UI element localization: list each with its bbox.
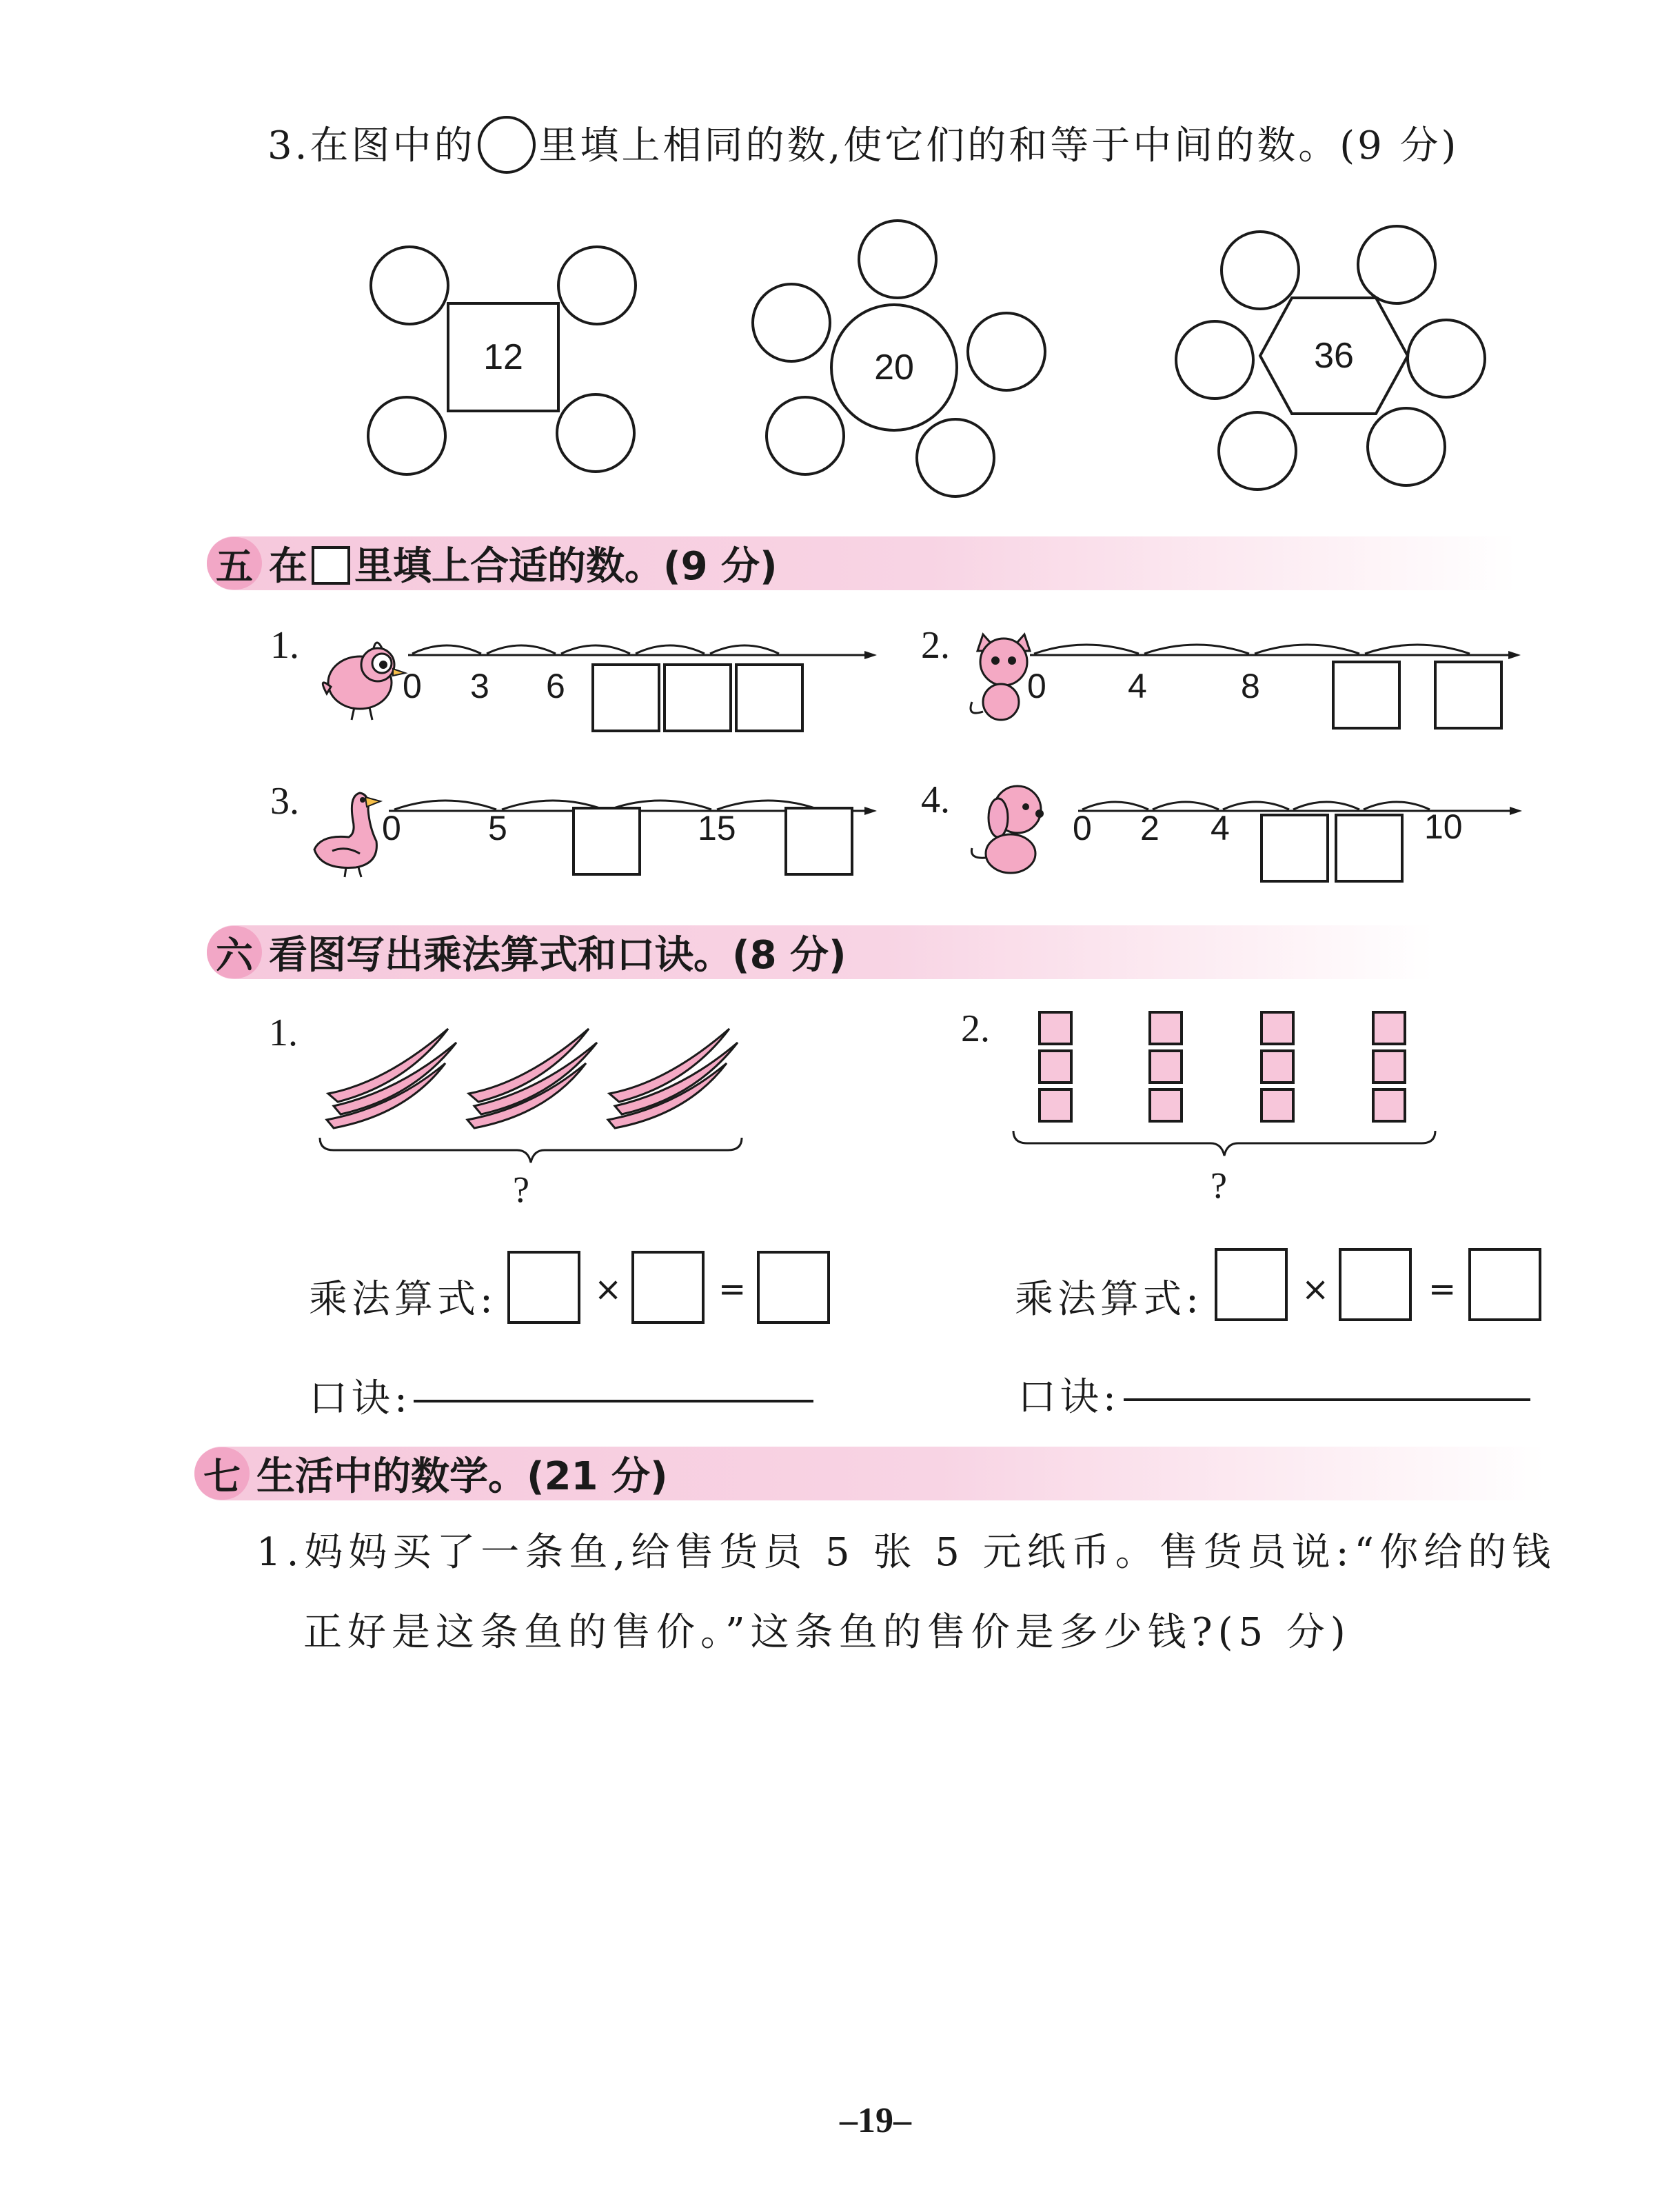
section5-number: 五 <box>207 537 262 590</box>
pink-square <box>1038 1088 1073 1123</box>
pink-square <box>1260 1011 1295 1045</box>
pink-square <box>1148 1011 1183 1045</box>
tick-label: 3 <box>470 667 489 705</box>
answer-box[interactable] <box>507 1251 580 1324</box>
bean-bunch <box>467 1029 597 1128</box>
pink-square <box>1372 1049 1406 1084</box>
blank-box-symbol <box>312 546 350 585</box>
section7-number: 七 <box>194 1447 250 1500</box>
answer-circle[interactable] <box>858 219 938 299</box>
answer-circle[interactable] <box>765 396 845 476</box>
equals-sign: = <box>1428 1270 1457 1309</box>
s5-item2-label: 2. <box>921 624 950 667</box>
q3-text-after: 里填上相同的数,使它们的和等于中间的数。(9 分) <box>538 123 1459 168</box>
answer-box[interactable] <box>1434 661 1503 730</box>
q3-title <box>267 116 1459 174</box>
dog-icon <box>962 782 1059 878</box>
question-mark: ? <box>1211 1165 1227 1206</box>
s5-item1-label: 1. <box>270 624 299 667</box>
s5-item3-label: 3. <box>270 780 299 823</box>
times-sign: × <box>1302 1270 1330 1309</box>
goose-icon <box>307 782 390 878</box>
s7-question-line2: 正好是这条鱼的售价。”这条鱼的售价是多少钱?(5 分) <box>303 1610 1351 1655</box>
s5-item4-label: 4. <box>921 778 950 821</box>
answer-box[interactable] <box>735 663 804 732</box>
answer-box[interactable] <box>1468 1248 1541 1321</box>
answer-box[interactable] <box>1335 814 1404 883</box>
times-sign: × <box>594 1270 622 1309</box>
answer-box[interactable] <box>757 1251 830 1324</box>
center-square: 12 <box>447 302 560 412</box>
pink-square <box>1372 1088 1406 1123</box>
section7-title: 生活中的数学。(21 分) <box>256 1454 668 1499</box>
section6-number: 六 <box>207 926 262 978</box>
formula-label: 乘法算式: <box>309 1277 497 1322</box>
question-mark: ? <box>513 1169 529 1210</box>
tick-label: 15 <box>698 809 736 847</box>
tick-label: 8 <box>1241 667 1260 705</box>
tick-label: 6 <box>546 667 565 705</box>
answer-box[interactable] <box>784 807 853 876</box>
answer-box[interactable] <box>1215 1248 1288 1321</box>
blank-circle-symbol <box>478 116 536 174</box>
tick-label: 0 <box>403 667 422 705</box>
tick-label: 2 <box>1140 809 1159 847</box>
tick-label: 0 <box>382 809 401 847</box>
answer-box[interactable] <box>1260 814 1329 883</box>
answer-box[interactable] <box>572 807 641 876</box>
answer-circle[interactable] <box>1217 411 1297 491</box>
koujue-label: 口诀: <box>309 1376 412 1421</box>
bird-icon <box>310 627 407 724</box>
equals-sign: = <box>718 1270 747 1309</box>
brace <box>317 1135 745 1169</box>
s6-item1-label: 1. <box>269 1012 298 1054</box>
bean-bunch <box>608 1029 738 1128</box>
answer-circle[interactable] <box>1357 225 1437 305</box>
section5-title-after: 里填上合适的数。(9 分) <box>354 544 778 589</box>
tick-label: 10 <box>1424 807 1463 846</box>
answer-circle[interactable] <box>369 245 449 325</box>
answer-box[interactable] <box>631 1251 705 1324</box>
pink-square <box>1148 1049 1183 1084</box>
bean-bunches-illustration <box>324 1018 751 1135</box>
pink-square <box>1038 1049 1073 1084</box>
brace <box>1011 1128 1438 1163</box>
answer-circle[interactable] <box>1175 320 1255 400</box>
section6-title: 看图写出乘法算式和口诀。(8 分) <box>269 933 847 978</box>
tick-label: 4 <box>1211 809 1230 847</box>
koujue-label: 口诀: <box>1017 1375 1120 1420</box>
pink-square <box>1372 1011 1406 1045</box>
formula-label: 乘法算式: <box>1015 1277 1203 1322</box>
answer-circle[interactable] <box>557 245 637 325</box>
koujue-answer-line[interactable] <box>1124 1398 1530 1401</box>
answer-circle[interactable] <box>915 418 995 498</box>
pink-square <box>1038 1011 1073 1045</box>
tick-label: 0 <box>1027 667 1046 705</box>
section5-banner <box>207 536 1517 590</box>
section5-title <box>269 536 778 591</box>
s6-item2-label: 2. <box>961 1007 990 1050</box>
answer-box[interactable] <box>1339 1248 1412 1321</box>
q3-number: 3. <box>267 123 310 168</box>
koujue-answer-line[interactable] <box>414 1400 813 1402</box>
q3-text-before: 在图中的 <box>310 123 476 168</box>
pink-square <box>1260 1088 1295 1123</box>
answer-circle[interactable] <box>556 393 636 473</box>
pink-square <box>1148 1088 1183 1123</box>
tick-label: 4 <box>1128 667 1147 705</box>
tick-label: 5 <box>488 809 507 847</box>
answer-circle[interactable] <box>966 312 1046 392</box>
center-circle: 20 <box>830 303 958 432</box>
answer-circle[interactable] <box>1366 407 1446 487</box>
center-hexagon-number: 36 <box>1314 336 1354 376</box>
answer-box[interactable] <box>1332 661 1401 730</box>
page-number: –19– <box>840 2101 911 2140</box>
answer-box[interactable] <box>663 663 732 732</box>
section7-banner <box>194 1447 1546 1500</box>
answer-circle[interactable] <box>367 396 447 476</box>
pink-square <box>1260 1049 1295 1084</box>
s7-question-line1: 1.妈妈买了一条鱼,给售货员 5 张 5 元纸币。售货员说:“你给的钱 <box>256 1530 1557 1575</box>
answer-circle[interactable] <box>751 283 831 363</box>
section6-banner <box>207 925 1434 979</box>
answer-circle[interactable] <box>1406 319 1486 399</box>
bean-bunch <box>327 1029 456 1128</box>
answer-box[interactable] <box>591 663 660 732</box>
tick-label: 0 <box>1073 809 1092 847</box>
section5-title-before: 在 <box>269 544 307 589</box>
